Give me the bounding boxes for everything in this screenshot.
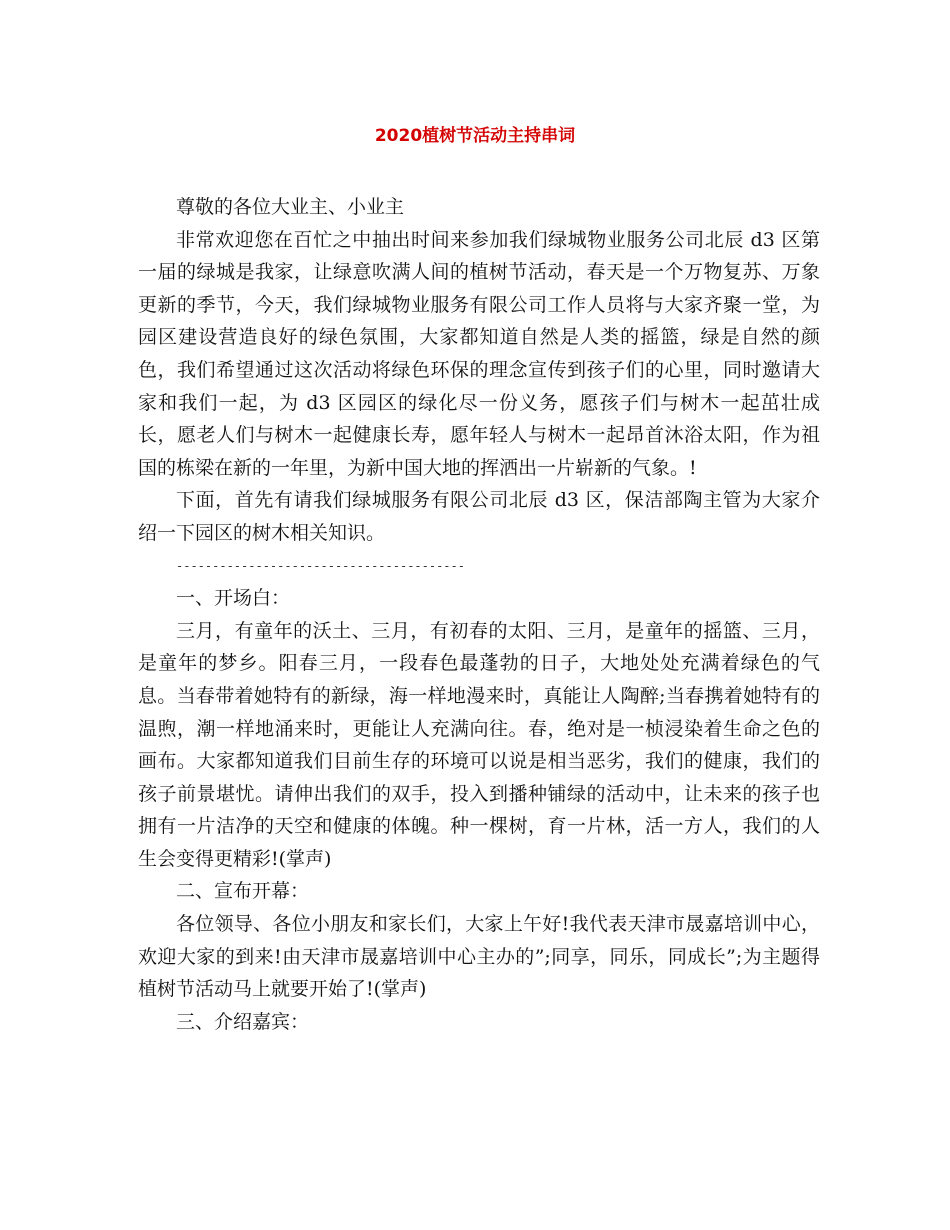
document-title: 2020植树节活动主持串词 bbox=[374, 126, 576, 146]
section3-heading: 三、介绍嘉宾： bbox=[176, 1010, 310, 1033]
section2-heading: 二、宣布开幕： bbox=[176, 880, 310, 903]
section-divider: ---------------------------------------- bbox=[176, 558, 465, 573]
section2-paragraph: 各位领导、各位小朋友和家长们，大家上午好!我代表天津市晟嘉培训中心，欢迎大家的到来!由天津市晟嘉培训中心主办的”;同享，同乐，同成长”;为主题得植树节活动马上就要开始了!(掌声) bbox=[138, 913, 820, 1001]
intro-paragraph: 下面，首先有请我们绿城服务有限公司北辰 d3 区，保洁部陶主管为大家介绍一下园区的树木相关知识。 bbox=[138, 489, 820, 544]
section1-paragraph: 三月，有童年的沃土、三月，有初春的太阳、三月，是童年的摇篮、三月，是童年的梦乡。阳春三月，一段春色最蓬勃的日子，大地处处充满着绿色的气息。当春带着她特有的新绿，海一样地漫来时，真能让人陶醉;当春携着她特有的温煦，潮一样地涌来时，更能让人充满向往。春，绝对是一桢浸染着生命之色的画布。大家都知道我们目前生存的环境可以说是相当恶劣，我们的健康，我们的孩子前景堪忧。请伸出我们的双手，投入到播种铺绿的活动中，让未来的孩子也拥有一片洁净的天空和健康的体魄。种一棵树，育一片林，活一方人，我们的人生会变得更精彩!(掌声) bbox=[138, 619, 820, 870]
welcome-paragraph: 非常欢迎您在百忙之中抽出时间来参加我们绿城物业服务公司北辰 d3 区第一届的绿城是我家，让绿意吹满人间的植树节活动，春天是一个万物复苏、万象更新的季节，今天，我们绿城物业服务有限公司工作人员将与大家齐聚一堂，为园区建设营造良好的绿色氛围，大家都知道自然是人类的摇篮，绿是自然的颜色，我们希望通过这次活动将绿色环保的理念宣传到孩子们的心里，同时邀请大家和我们一起，为 d3 区园区的绿化尽一份义务，愿孩子们与树木一起茁壮成长，愿老人们与树木一起健康长寿，愿年轻人与树木一起昂首沐浴太阳，作为祖国的栋梁在新的一年里，为新中国大地的挥洒出一片崭新的气象。! bbox=[138, 228, 820, 479]
document-body bbox=[138, 191, 820, 1038]
section1-heading: 一、开场白： bbox=[176, 587, 291, 610]
greeting-paragraph: 尊敬的各位大业主、小业主 bbox=[176, 196, 405, 218]
